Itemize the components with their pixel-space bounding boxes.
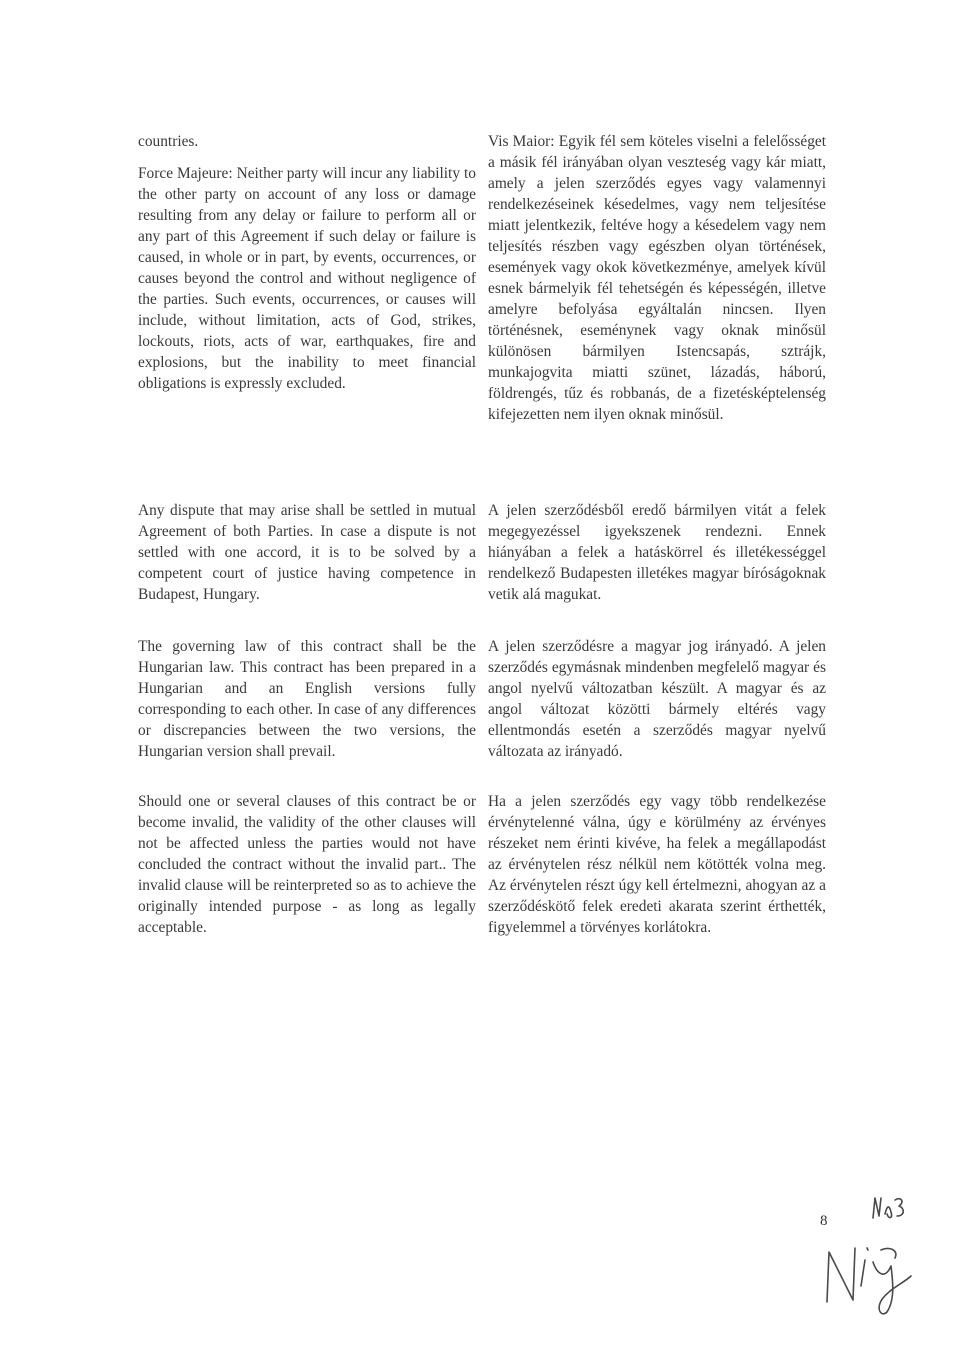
hungarian-vis-maior-clause: Vis Maior: Egyik fél sem köteles viselni a felelősséget a másik fél irányában olyan veszteség vagy kár miatt, amely a jelen szerződés egyes vagy valamennyi rendelkezéseinek késedelmes, vagy nem teljesítése miatt jelentkezik, feltéve hogy a késedelem vagy nem teljesítés részben vagy egészben olyan történések, események vagy okok következménye, amelyek kívül esnek bármelyik fél tehetségén és képességén, illetve amelyre befolyása egyáltalán nincsen. Ilyen történésnek, eseménynek vagy oknak minősül különösen bármilyen Istencsapás, sztrájk, munkajogvita miatti szünet, lázadás, háború, földrengés, tűz és robbanás, de a fizetésképtelenség kifejezetten nem ilyen oknak minősül. xyxy=(488,133,826,423)
hungarian-severability-clause: Ha a jelen szerződés egy vagy több rendelkezése érvénytelenné válna, úgy e körülmény az érvényes részeket nem érinti kivéve, ha felek a megállapodást az érvénytelen rész nélkül nem kötötték volna meg. Az érvénytelen részt úgy kell értelmezni, ahogyan az a szerződéskötő felek eredeti akarata szerint érthették, figyelemmel a törvényes korlátokra. xyxy=(488,793,826,936)
english-dispute-clause: Any dispute that may arise shall be settled in mutual Agreement of both Parties. In case a dispute is not settled with one accord, it is to be solved by a competent court of justice having competence in Budapest, Hungary. xyxy=(138,502,476,603)
english-governing-law-clause: The governing law of this contract shall be the Hungarian law. This contract has been prepared in a Hungarian and an English versions fully corresponding to each other. In case of any differences or discrepancies between the two versions, the Hungarian version shall prevail. xyxy=(138,638,476,760)
english-severability-clause: Should one or several clauses of this contract be or become invalid, the validity of the other clauses will not be affected unless the parties would not have concluded the contract without the invalid part.. The invalid clause will be reinterpreted so as to achieve the originally intended purpose - as long as legally acceptable. xyxy=(138,793,476,936)
english-force-majeure-clause: Force Majeure: Neither party will incur any liability to the other party on account of any loss or damage resulting from any delay or failure to perform all or any part of this Agreement if such delay or failure is caused, in whole or in part, by events, occurrences, or causes beyond the control and without negligence of the parties. Such events, occurrences, or causes will include, without limitation, acts of God, strikes, lockouts, riots, acts of war, earthquakes, fire and explosions, but the inability to meet financial obligations is expressly excluded. xyxy=(138,165,476,392)
page-number: 8 xyxy=(820,1213,828,1229)
hungarian-dispute-clause: A jelen szerződésből eredő bármilyen vitát a felek megegyezéssel igyekszenek rendezni. Ennek hiányában a felek a hatáskörrel és illetékességgel rendelkező Budapesten illetékes magyar bíróságoknak vetik alá magukat. xyxy=(488,502,826,603)
hungarian-governing-law-clause: A jelen szerződésre a magyar jog irányadó. A jelen szerződés egymásnak mindenben megfelelő magyar és angol nyelvű változatban készült. A magyar és az angol változat közötti bármely eltérés vagy ellentmondás esetén a szerződés magyar nyelvű változata az irányadó. xyxy=(488,638,826,760)
handwritten-initials-signature xyxy=(815,1190,925,1320)
english-countries-text: countries. xyxy=(138,133,199,150)
